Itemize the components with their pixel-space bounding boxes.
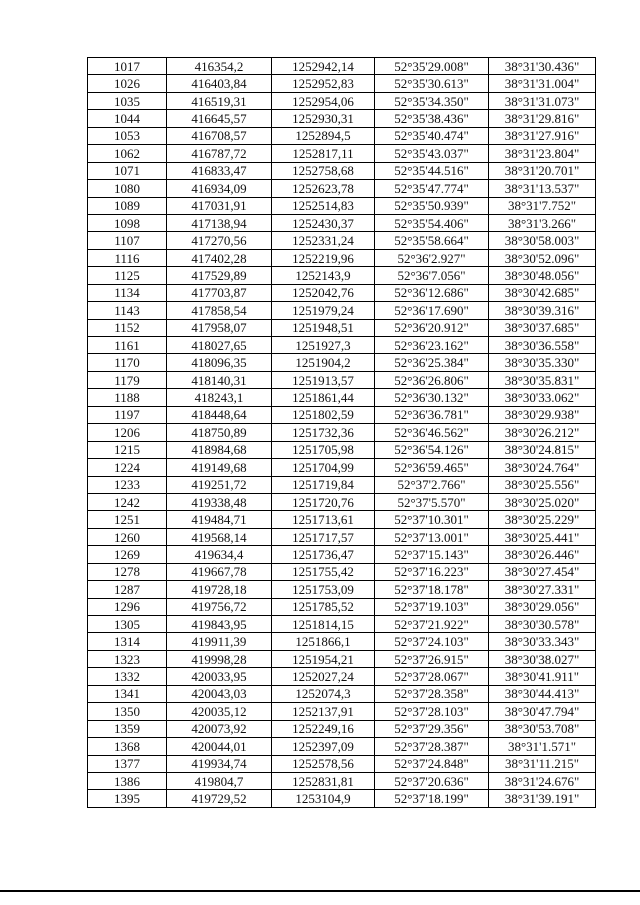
longitude-cell: 38°31'31.004" — [489, 75, 596, 92]
latitude-cell: 52°35'34.350" — [375, 92, 489, 109]
y-coordinate-cell: 1252143,9 — [272, 267, 375, 284]
table-row — [88, 145, 596, 162]
y-coordinate-cell: 1252831,81 — [272, 772, 375, 789]
longitude-cell: 38°30'33.343" — [489, 633, 596, 650]
point-number-cell: 1089 — [88, 197, 167, 214]
x-coordinate-cell: 417402,28 — [167, 249, 272, 266]
longitude-cell: 38°30'47.794" — [489, 703, 596, 720]
table-row — [88, 563, 596, 580]
y-coordinate-cell: 1251802,59 — [272, 406, 375, 423]
y-coordinate-cell: 1251753,09 — [272, 581, 375, 598]
point-number-cell: 1215 — [88, 441, 167, 458]
point-number-cell: 1107 — [88, 232, 167, 249]
point-number-cell: 1296 — [88, 598, 167, 615]
coordinates-table-body — [88, 58, 596, 808]
point-number-cell: 1323 — [88, 650, 167, 667]
latitude-cell: 52°36'54.126" — [375, 441, 489, 458]
y-coordinate-cell: 1252894,5 — [272, 127, 375, 144]
table-row — [88, 197, 596, 214]
longitude-cell: 38°30'25.229" — [489, 511, 596, 528]
point-number-cell: 1197 — [88, 406, 167, 423]
longitude-cell: 38°30'26.212" — [489, 424, 596, 441]
latitude-cell: 52°36'25.384" — [375, 354, 489, 371]
y-coordinate-cell: 1251904,2 — [272, 354, 375, 371]
point-number-cell: 1071 — [88, 162, 167, 179]
latitude-cell: 52°37'15.143" — [375, 546, 489, 563]
longitude-cell: 38°30'25.020" — [489, 493, 596, 510]
latitude-cell: 52°37'26.915" — [375, 650, 489, 667]
point-number-cell: 1377 — [88, 755, 167, 772]
latitude-cell: 52°35'30.613" — [375, 75, 489, 92]
x-coordinate-cell: 419728,18 — [167, 581, 272, 598]
point-number-cell: 1161 — [88, 337, 167, 354]
x-coordinate-cell: 419634,4 — [167, 546, 272, 563]
x-coordinate-cell: 420044,01 — [167, 738, 272, 755]
longitude-cell: 38°30'37.685" — [489, 319, 596, 336]
point-number-cell: 1341 — [88, 685, 167, 702]
longitude-cell: 38°31'20.701" — [489, 162, 596, 179]
point-number-cell: 1260 — [88, 528, 167, 545]
point-number-cell: 1152 — [88, 319, 167, 336]
y-coordinate-cell: 1252219,96 — [272, 249, 375, 266]
point-number-cell: 1188 — [88, 389, 167, 406]
x-coordinate-cell: 420035,12 — [167, 703, 272, 720]
x-coordinate-cell: 417031,91 — [167, 197, 272, 214]
longitude-cell: 38°30'29.056" — [489, 598, 596, 615]
latitude-cell: 52°36'23.162" — [375, 337, 489, 354]
y-coordinate-cell: 1251954,21 — [272, 650, 375, 667]
point-number-cell: 1386 — [88, 772, 167, 789]
longitude-cell: 38°30'27.331" — [489, 581, 596, 598]
table-row — [88, 58, 596, 75]
table-row — [88, 249, 596, 266]
longitude-cell: 38°30'24.815" — [489, 441, 596, 458]
table-row — [88, 668, 596, 685]
latitude-cell: 52°35'38.436" — [375, 110, 489, 127]
x-coordinate-cell: 416403,84 — [167, 75, 272, 92]
y-coordinate-cell: 1251927,3 — [272, 337, 375, 354]
y-coordinate-cell: 1251719,84 — [272, 476, 375, 493]
point-number-cell: 1368 — [88, 738, 167, 755]
latitude-cell: 52°36'20.912" — [375, 319, 489, 336]
y-coordinate-cell: 1252623,78 — [272, 180, 375, 197]
x-coordinate-cell: 416934,09 — [167, 180, 272, 197]
y-coordinate-cell: 1251861,44 — [272, 389, 375, 406]
x-coordinate-cell: 417138,94 — [167, 214, 272, 231]
table-row — [88, 284, 596, 301]
x-coordinate-cell: 419149,68 — [167, 459, 272, 476]
point-number-cell: 1053 — [88, 127, 167, 144]
coordinates-table — [87, 57, 596, 808]
latitude-cell: 52°36'30.132" — [375, 389, 489, 406]
point-number-cell: 1359 — [88, 720, 167, 737]
y-coordinate-cell: 1252952,83 — [272, 75, 375, 92]
table-row — [88, 180, 596, 197]
x-coordinate-cell: 418448,64 — [167, 406, 272, 423]
latitude-cell: 52°37'2.766" — [375, 476, 489, 493]
point-number-cell: 1278 — [88, 563, 167, 580]
longitude-cell: 38°31'13.537" — [489, 180, 596, 197]
table-row — [88, 319, 596, 336]
table-row — [88, 616, 596, 633]
x-coordinate-cell: 419338,48 — [167, 493, 272, 510]
table-row — [88, 389, 596, 406]
y-coordinate-cell: 1252027,24 — [272, 668, 375, 685]
table-row — [88, 75, 596, 92]
table-row — [88, 459, 596, 476]
table-row — [88, 703, 596, 720]
latitude-cell: 52°37'28.067" — [375, 668, 489, 685]
latitude-cell: 52°36'36.781" — [375, 406, 489, 423]
y-coordinate-cell: 1252137,91 — [272, 703, 375, 720]
longitude-cell: 38°31'39.191" — [489, 790, 596, 807]
y-coordinate-cell: 1252817,11 — [272, 145, 375, 162]
y-coordinate-cell: 1251736,47 — [272, 546, 375, 563]
x-coordinate-cell: 416354,2 — [167, 58, 272, 75]
latitude-cell: 52°35'54.406" — [375, 214, 489, 231]
point-number-cell: 1206 — [88, 424, 167, 441]
latitude-cell: 52°36'17.690" — [375, 302, 489, 319]
latitude-cell: 52°35'47.774" — [375, 180, 489, 197]
table-row — [88, 302, 596, 319]
latitude-cell: 52°37'18.178" — [375, 581, 489, 598]
latitude-cell: 52°35'40.474" — [375, 127, 489, 144]
longitude-cell: 38°30'38.027" — [489, 650, 596, 667]
x-coordinate-cell: 418243,1 — [167, 389, 272, 406]
y-coordinate-cell: 1252930,31 — [272, 110, 375, 127]
longitude-cell: 38°30'33.062" — [489, 389, 596, 406]
latitude-cell: 52°37'29.356" — [375, 720, 489, 737]
x-coordinate-cell: 418027,65 — [167, 337, 272, 354]
longitude-cell: 38°30'53.708" — [489, 720, 596, 737]
longitude-cell: 38°31'24.676" — [489, 772, 596, 789]
longitude-cell: 38°30'27.454" — [489, 563, 596, 580]
point-number-cell: 1125 — [88, 267, 167, 284]
point-number-cell: 1062 — [88, 145, 167, 162]
table-row — [88, 354, 596, 371]
point-number-cell: 1143 — [88, 302, 167, 319]
y-coordinate-cell: 1252954,06 — [272, 92, 375, 109]
latitude-cell: 52°37'28.103" — [375, 703, 489, 720]
y-coordinate-cell: 1251979,24 — [272, 302, 375, 319]
longitude-cell: 38°31'7.752" — [489, 197, 596, 214]
table-row — [88, 720, 596, 737]
latitude-cell: 52°37'21.922" — [375, 616, 489, 633]
x-coordinate-cell: 420043,03 — [167, 685, 272, 702]
latitude-cell: 52°37'18.199" — [375, 790, 489, 807]
x-coordinate-cell: 417529,89 — [167, 267, 272, 284]
x-coordinate-cell: 416519,31 — [167, 92, 272, 109]
y-coordinate-cell: 1252042,76 — [272, 284, 375, 301]
y-coordinate-cell: 1251713,61 — [272, 511, 375, 528]
latitude-cell: 52°37'16.223" — [375, 563, 489, 580]
latitude-cell: 52°37'24.103" — [375, 633, 489, 650]
y-coordinate-cell: 1252249,16 — [272, 720, 375, 737]
y-coordinate-cell: 1252397,09 — [272, 738, 375, 755]
point-number-cell: 1350 — [88, 703, 167, 720]
x-coordinate-cell: 419934,74 — [167, 755, 272, 772]
x-coordinate-cell: 418096,35 — [167, 354, 272, 371]
y-coordinate-cell: 1252758,68 — [272, 162, 375, 179]
longitude-cell: 38°30'26.446" — [489, 546, 596, 563]
y-coordinate-cell: 1251866,1 — [272, 633, 375, 650]
table-row — [88, 162, 596, 179]
x-coordinate-cell: 416645,57 — [167, 110, 272, 127]
point-number-cell: 1035 — [88, 92, 167, 109]
latitude-cell: 52°37'20.636" — [375, 772, 489, 789]
latitude-cell: 52°35'44.516" — [375, 162, 489, 179]
point-number-cell: 1116 — [88, 249, 167, 266]
longitude-cell: 38°31'11.215" — [489, 755, 596, 772]
point-number-cell: 1269 — [88, 546, 167, 563]
longitude-cell: 38°31'31.073" — [489, 92, 596, 109]
table-row — [88, 790, 596, 807]
point-number-cell: 1170 — [88, 354, 167, 371]
table-row — [88, 755, 596, 772]
point-number-cell: 1332 — [88, 668, 167, 685]
table-row — [88, 493, 596, 510]
longitude-cell: 38°31'23.804" — [489, 145, 596, 162]
x-coordinate-cell: 418140,31 — [167, 371, 272, 388]
y-coordinate-cell: 1252578,56 — [272, 755, 375, 772]
y-coordinate-cell: 1251913,57 — [272, 371, 375, 388]
latitude-cell: 52°37'19.103" — [375, 598, 489, 615]
x-coordinate-cell: 419998,28 — [167, 650, 272, 667]
y-coordinate-cell: 1252514,83 — [272, 197, 375, 214]
table-row — [88, 528, 596, 545]
y-coordinate-cell: 1251785,52 — [272, 598, 375, 615]
latitude-cell: 52°36'2.927" — [375, 249, 489, 266]
x-coordinate-cell: 416833,47 — [167, 162, 272, 179]
longitude-cell: 38°30'25.441" — [489, 528, 596, 545]
point-number-cell: 1251 — [88, 511, 167, 528]
x-coordinate-cell: 417270,56 — [167, 232, 272, 249]
x-coordinate-cell: 416708,57 — [167, 127, 272, 144]
point-number-cell: 1026 — [88, 75, 167, 92]
latitude-cell: 52°37'28.387" — [375, 738, 489, 755]
table-row — [88, 598, 596, 615]
table-row — [88, 337, 596, 354]
page-footer-rule — [0, 890, 640, 892]
longitude-cell: 38°31'27.916" — [489, 127, 596, 144]
longitude-cell: 38°30'29.938" — [489, 406, 596, 423]
point-number-cell: 1395 — [88, 790, 167, 807]
x-coordinate-cell: 418750,89 — [167, 424, 272, 441]
table-row — [88, 424, 596, 441]
point-number-cell: 1098 — [88, 214, 167, 231]
x-coordinate-cell: 419568,14 — [167, 528, 272, 545]
x-coordinate-cell: 419843,95 — [167, 616, 272, 633]
point-number-cell: 1080 — [88, 180, 167, 197]
latitude-cell: 52°37'5.570" — [375, 493, 489, 510]
x-coordinate-cell: 416787,72 — [167, 145, 272, 162]
x-coordinate-cell: 420033,95 — [167, 668, 272, 685]
table-row — [88, 650, 596, 667]
longitude-cell: 38°30'35.831" — [489, 371, 596, 388]
x-coordinate-cell: 419911,39 — [167, 633, 272, 650]
point-number-cell: 1305 — [88, 616, 167, 633]
y-coordinate-cell: 1251732,36 — [272, 424, 375, 441]
latitude-cell: 52°37'13.001" — [375, 528, 489, 545]
longitude-cell: 38°30'58.003" — [489, 232, 596, 249]
latitude-cell: 52°37'28.358" — [375, 685, 489, 702]
longitude-cell: 38°30'24.764" — [489, 459, 596, 476]
longitude-cell: 38°30'44.413" — [489, 685, 596, 702]
x-coordinate-cell: 418984,68 — [167, 441, 272, 458]
point-number-cell: 1044 — [88, 110, 167, 127]
table-row — [88, 127, 596, 144]
x-coordinate-cell: 417958,07 — [167, 319, 272, 336]
point-number-cell: 1017 — [88, 58, 167, 75]
latitude-cell: 52°36'46.562" — [375, 424, 489, 441]
longitude-cell: 38°31'1.571" — [489, 738, 596, 755]
table-row — [88, 633, 596, 650]
point-number-cell: 1287 — [88, 581, 167, 598]
latitude-cell: 52°36'26.806" — [375, 371, 489, 388]
point-number-cell: 1242 — [88, 493, 167, 510]
longitude-cell: 38°30'25.556" — [489, 476, 596, 493]
table-row — [88, 476, 596, 493]
y-coordinate-cell: 1251720,76 — [272, 493, 375, 510]
y-coordinate-cell: 1252074,3 — [272, 685, 375, 702]
table-row — [88, 110, 596, 127]
y-coordinate-cell: 1251717,57 — [272, 528, 375, 545]
latitude-cell: 52°36'12.686" — [375, 284, 489, 301]
table-row — [88, 546, 596, 563]
point-number-cell: 1314 — [88, 633, 167, 650]
longitude-cell: 38°30'35.330" — [489, 354, 596, 371]
longitude-cell: 38°30'48.056" — [489, 267, 596, 284]
table-row — [88, 441, 596, 458]
x-coordinate-cell: 419667,78 — [167, 563, 272, 580]
x-coordinate-cell: 417703,87 — [167, 284, 272, 301]
table-row — [88, 92, 596, 109]
table-row — [88, 581, 596, 598]
longitude-cell: 38°30'41.911" — [489, 668, 596, 685]
point-number-cell: 1134 — [88, 284, 167, 301]
x-coordinate-cell: 419756,72 — [167, 598, 272, 615]
longitude-cell: 38°30'30.578" — [489, 616, 596, 633]
y-coordinate-cell: 1251755,42 — [272, 563, 375, 580]
y-coordinate-cell: 1253104,9 — [272, 790, 375, 807]
y-coordinate-cell: 1251704,99 — [272, 459, 375, 476]
y-coordinate-cell: 1252331,24 — [272, 232, 375, 249]
point-number-cell: 1179 — [88, 371, 167, 388]
table-row — [88, 511, 596, 528]
x-coordinate-cell: 419729,52 — [167, 790, 272, 807]
x-coordinate-cell: 419804,7 — [167, 772, 272, 789]
table-row — [88, 685, 596, 702]
table-row — [88, 371, 596, 388]
table-row — [88, 738, 596, 755]
table-row — [88, 406, 596, 423]
table-row — [88, 772, 596, 789]
longitude-cell: 38°30'42.685" — [489, 284, 596, 301]
x-coordinate-cell: 420073,92 — [167, 720, 272, 737]
point-number-cell: 1233 — [88, 476, 167, 493]
latitude-cell: 52°35'58.664" — [375, 232, 489, 249]
latitude-cell: 52°37'10.301" — [375, 511, 489, 528]
latitude-cell: 52°35'43.037" — [375, 145, 489, 162]
y-coordinate-cell: 1252430,37 — [272, 214, 375, 231]
longitude-cell: 38°31'29.816" — [489, 110, 596, 127]
longitude-cell: 38°30'36.558" — [489, 337, 596, 354]
latitude-cell: 52°35'29.008" — [375, 58, 489, 75]
latitude-cell: 52°35'50.939" — [375, 197, 489, 214]
longitude-cell: 38°31'30.436" — [489, 58, 596, 75]
y-coordinate-cell: 1251948,51 — [272, 319, 375, 336]
x-coordinate-cell: 419251,72 — [167, 476, 272, 493]
x-coordinate-cell: 417858,54 — [167, 302, 272, 319]
y-coordinate-cell: 1251705,98 — [272, 441, 375, 458]
table-row — [88, 232, 596, 249]
latitude-cell: 52°36'7.056" — [375, 267, 489, 284]
y-coordinate-cell: 1251814,15 — [272, 616, 375, 633]
y-coordinate-cell: 1252942,14 — [272, 58, 375, 75]
x-coordinate-cell: 419484,71 — [167, 511, 272, 528]
table-row — [88, 267, 596, 284]
table-row — [88, 214, 596, 231]
latitude-cell: 52°37'24.848" — [375, 755, 489, 772]
longitude-cell: 38°31'3.266" — [489, 214, 596, 231]
longitude-cell: 38°30'39.316" — [489, 302, 596, 319]
longitude-cell: 38°30'52.096" — [489, 249, 596, 266]
latitude-cell: 52°36'59.465" — [375, 459, 489, 476]
point-number-cell: 1224 — [88, 459, 167, 476]
